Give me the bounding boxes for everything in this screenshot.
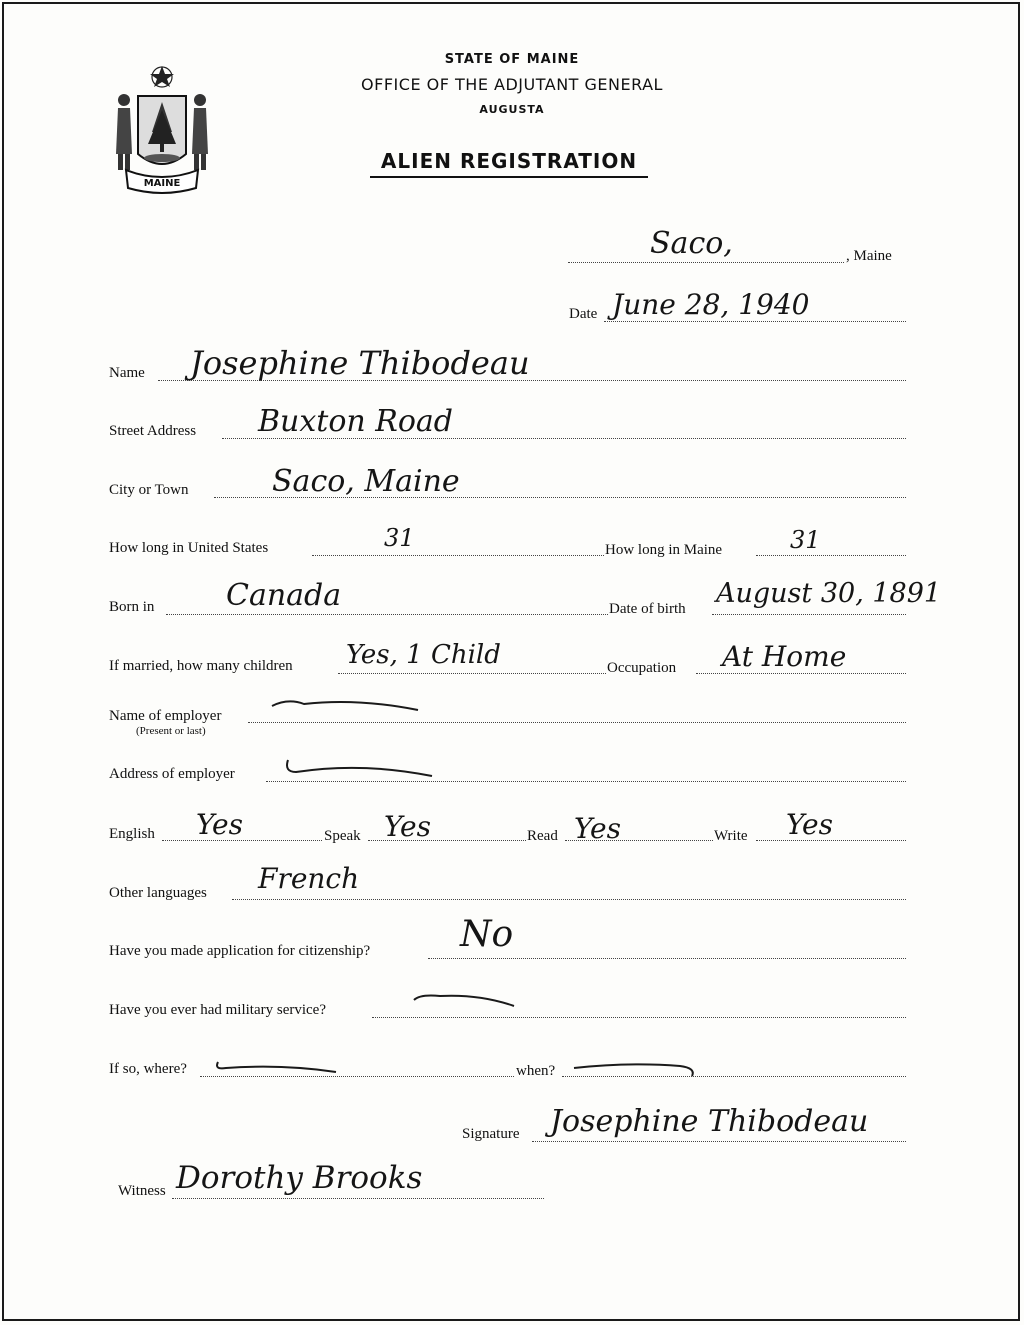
occupation-line	[696, 673, 906, 674]
name-value[interactable]: Josephine Thibodeau	[190, 344, 530, 382]
how-long-maine-label: How long in Maine	[605, 542, 723, 558]
header-state: STATE OF MAINE	[444, 52, 580, 67]
speak-value[interactable]: Yes	[384, 810, 431, 843]
witness-label: Witness	[118, 1183, 166, 1199]
signature-label: Signature	[462, 1126, 520, 1142]
how-long-us-value[interactable]: 31	[384, 524, 415, 552]
married-line	[338, 673, 606, 674]
place-suffix-label: , Maine	[846, 248, 892, 264]
seal-text: MAINE	[143, 178, 181, 189]
where-dash-stroke	[212, 1058, 342, 1078]
employer-address-line	[266, 781, 906, 782]
read-value[interactable]: Yes	[574, 812, 621, 845]
employer-sublabel: (Present or last)	[136, 725, 206, 737]
dob-value[interactable]: August 30, 1891	[716, 578, 942, 609]
born-label: Born in	[109, 599, 155, 615]
place-line	[568, 262, 844, 263]
how-long-us-label: How long in United States	[109, 540, 269, 556]
signature-value[interactable]: Josephine Thibodeau	[550, 1104, 869, 1139]
city-label: City or Town	[109, 482, 189, 498]
how-long-us-line	[312, 555, 604, 556]
occupation-label: Occupation	[607, 660, 677, 676]
citizenship-value[interactable]: No	[460, 914, 514, 955]
header-office: OFFICE OF THE ADJUTANT GENERAL	[361, 75, 663, 94]
how-long-maine-value[interactable]: 31	[790, 526, 821, 554]
header-city: AUGUSTA	[479, 103, 545, 116]
employer-address-label: Address of employer	[109, 766, 235, 782]
employer-address-dash-stroke	[282, 752, 442, 780]
military-label: Have you ever had military service?	[109, 1002, 326, 1018]
military-dash-stroke	[410, 990, 520, 1012]
citizenship-line	[428, 958, 906, 959]
how-long-maine-line	[756, 555, 906, 556]
write-value[interactable]: Yes	[786, 808, 833, 841]
date-line	[604, 321, 906, 322]
born-line	[166, 614, 608, 615]
date-label: Date	[569, 306, 598, 322]
dob-line	[712, 614, 906, 615]
employer-line	[248, 722, 906, 723]
employer-label: Name of employer	[109, 708, 222, 724]
place-value[interactable]: Saco,	[650, 226, 733, 261]
occupation-value[interactable]: At Home	[722, 640, 847, 673]
married-value[interactable]: Yes, 1 Child	[346, 640, 501, 670]
witness-line	[172, 1198, 544, 1199]
when-dash-stroke	[570, 1058, 700, 1080]
write-label: Write	[714, 828, 748, 844]
date-value[interactable]: June 28, 1940	[612, 288, 810, 321]
other-languages-value[interactable]: French	[258, 862, 360, 895]
dob-label: Date of birth	[609, 601, 686, 617]
form-title: ALIEN REGISTRATION	[370, 149, 648, 178]
name-label: Name	[109, 365, 145, 381]
other-languages-line	[232, 899, 906, 900]
street-value[interactable]: Buxton Road	[258, 404, 453, 439]
signature-line	[532, 1141, 906, 1142]
where-label: If so, where?	[109, 1061, 187, 1077]
citizenship-label: Have you made application for citizenship?	[109, 943, 371, 959]
born-value[interactable]: Canada	[226, 578, 342, 613]
city-value[interactable]: Saco, Maine	[272, 464, 460, 499]
other-languages-label: Other languages	[109, 885, 207, 901]
speak-label: Speak	[324, 828, 361, 844]
employer-dash-stroke	[268, 694, 428, 718]
married-label: If married, how many children	[109, 658, 293, 674]
english-value[interactable]: Yes	[196, 808, 243, 841]
read-label: Read	[527, 828, 558, 844]
when-label: when?	[516, 1063, 556, 1079]
street-label: Street Address	[109, 423, 197, 439]
english-label: English	[109, 826, 155, 842]
military-line	[372, 1017, 906, 1018]
witness-value[interactable]: Dorothy Brooks	[176, 1160, 423, 1196]
